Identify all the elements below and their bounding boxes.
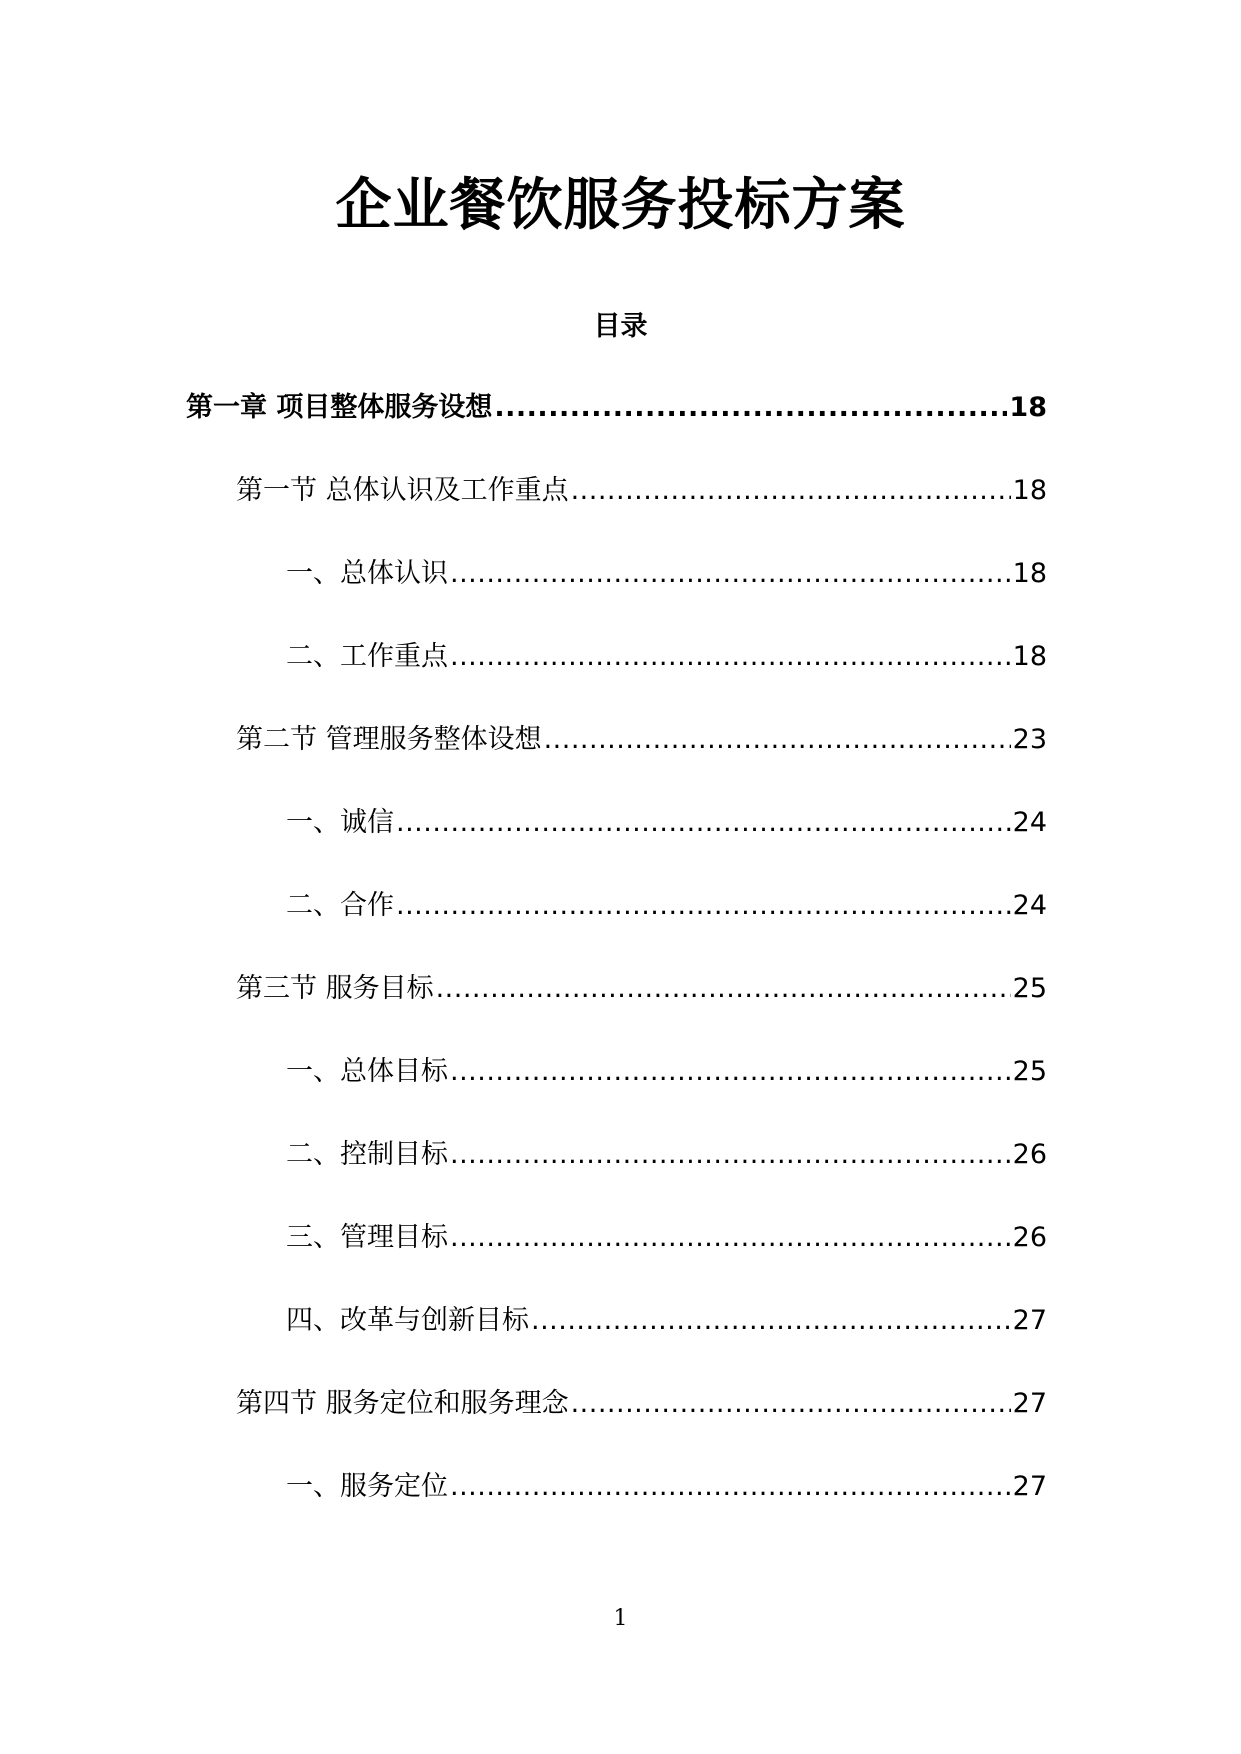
toc-entry-page: 24 bbox=[1012, 807, 1047, 838]
toc-entry-label: 一、总体认识 bbox=[286, 558, 448, 589]
toc-dot-leader bbox=[450, 1218, 1011, 1258]
toc-dot-leader bbox=[571, 471, 1011, 511]
toc-dot-leader bbox=[396, 803, 1011, 843]
toc-entry-page: 18 bbox=[1012, 558, 1047, 589]
toc-dot-leader bbox=[450, 1467, 1011, 1507]
toc-entry-label: 二、控制目标 bbox=[286, 1139, 448, 1170]
toc-entry-label: 一、诚信 bbox=[286, 807, 394, 838]
toc-entry-page: 27 bbox=[1012, 1388, 1047, 1419]
toc-entry-page: 18 bbox=[1012, 475, 1047, 506]
toc-entry-label: 第一章 项目整体服务设想 bbox=[186, 392, 493, 423]
toc-entry[interactable] bbox=[286, 1052, 1047, 1092]
toc-entry-label: 一、服务定位 bbox=[286, 1471, 448, 1502]
toc-entry-page: 24 bbox=[1012, 890, 1047, 921]
toc-entry-page: 18 bbox=[1009, 392, 1047, 423]
toc-entry[interactable] bbox=[286, 554, 1047, 594]
toc-entry[interactable] bbox=[286, 1218, 1047, 1258]
toc-entry[interactable] bbox=[286, 803, 1047, 843]
toc-dot-leader bbox=[531, 1301, 1011, 1341]
toc-entry[interactable] bbox=[286, 1467, 1047, 1507]
toc-dot-leader bbox=[571, 1384, 1011, 1424]
toc-entry-page: 27 bbox=[1012, 1305, 1047, 1336]
toc-entry-page: 18 bbox=[1012, 641, 1047, 672]
toc-entry[interactable] bbox=[236, 471, 1047, 511]
toc-entry[interactable] bbox=[286, 1135, 1047, 1175]
toc-entry[interactable] bbox=[286, 637, 1047, 677]
toc-entry-label: 第二节 管理服务整体设想 bbox=[236, 724, 542, 755]
toc-entry-label: 一、总体目标 bbox=[286, 1056, 448, 1087]
toc-heading: 目录 bbox=[593, 311, 648, 342]
toc-dot-leader bbox=[544, 720, 1011, 760]
toc-entry[interactable] bbox=[236, 1384, 1047, 1424]
toc-entry-label: 三、管理目标 bbox=[286, 1222, 448, 1253]
page-number: 1 bbox=[613, 1606, 628, 1631]
toc-entry[interactable] bbox=[236, 969, 1047, 1009]
toc-dot-leader bbox=[450, 637, 1011, 677]
toc-entry-page: 25 bbox=[1012, 1056, 1047, 1087]
toc-entry-label: 第一节 总体认识及工作重点 bbox=[236, 475, 569, 506]
toc-entry[interactable] bbox=[286, 886, 1047, 926]
toc-entry[interactable] bbox=[236, 720, 1047, 760]
toc-entry-label: 二、合作 bbox=[286, 890, 394, 921]
toc-entry[interactable] bbox=[286, 1301, 1047, 1341]
toc-entry-label: 第四节 服务定位和服务理念 bbox=[236, 1388, 569, 1419]
toc-entry-page: 26 bbox=[1012, 1139, 1047, 1170]
toc-entry-page: 26 bbox=[1012, 1222, 1047, 1253]
toc-dot-leader bbox=[450, 554, 1011, 594]
toc-entry-page: 25 bbox=[1012, 973, 1047, 1004]
toc-entry-label: 二、工作重点 bbox=[286, 641, 448, 672]
document-title: 企业餐饮服务投标方案 bbox=[335, 173, 906, 238]
toc-entry-label: 四、改革与创新目标 bbox=[286, 1305, 529, 1336]
toc-dot-leader bbox=[396, 886, 1011, 926]
toc-dot-leader bbox=[450, 1135, 1011, 1175]
toc-dot-leader bbox=[494, 388, 1007, 428]
toc-dot-leader bbox=[436, 969, 1011, 1009]
toc-entry-label: 第三节 服务目标 bbox=[236, 973, 434, 1004]
toc-entry-page: 27 bbox=[1012, 1471, 1047, 1502]
toc-entry[interactable] bbox=[186, 388, 1047, 428]
toc-dot-leader bbox=[450, 1052, 1011, 1092]
toc-entry-page: 23 bbox=[1012, 724, 1047, 755]
